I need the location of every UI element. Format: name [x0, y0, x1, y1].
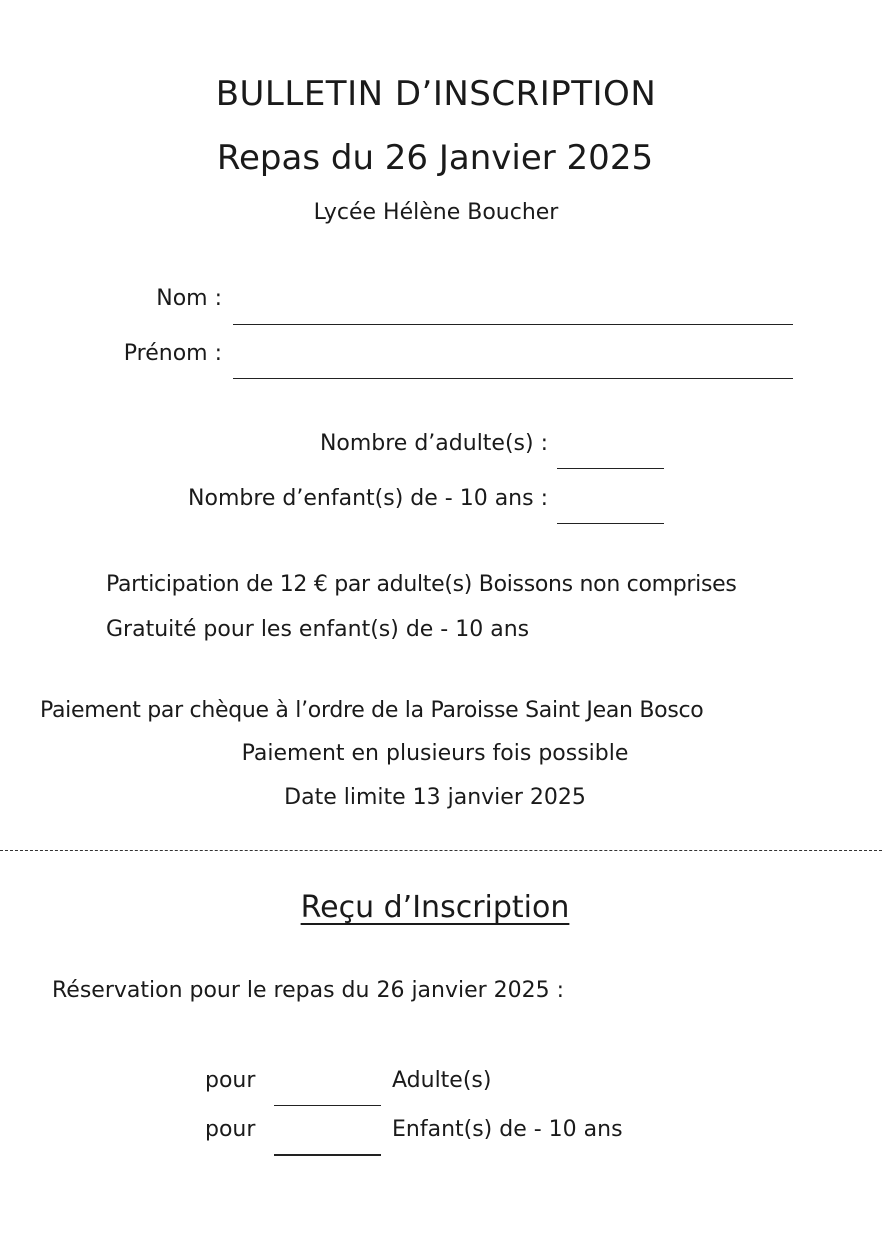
cut-line-divider: [0, 850, 882, 851]
enfants-label: Nombre d’enfant(s) de - 10 ans :: [188, 486, 548, 511]
payment-installments: Paiement en plusieurs fois possible: [241, 741, 629, 766]
prenom-label: Prénom :: [123, 341, 222, 366]
event-subtitle: Repas du 26 Janvier 2025: [216, 138, 654, 178]
pricing-children: Gratuité pour les enfant(s) de - 10 ans: [106, 617, 530, 642]
receipt-title-text: Reçu d’Inscription: [300, 890, 570, 925]
form-title: BULLETIN D’INSCRIPTION: [215, 74, 657, 114]
venue-name: Lycée Hélène Boucher: [313, 200, 559, 225]
receipt-row2-prefix: pour: [205, 1117, 256, 1142]
nom-field[interactable]: [233, 324, 793, 325]
receipt-reservation-text: Réservation pour le repas du 26 janvier 2025 :: [52, 978, 565, 1003]
receipt-title: [0, 890, 870, 925]
receipt-adultes-field[interactable]: [274, 1105, 381, 1106]
prenom-field[interactable]: [233, 378, 793, 379]
adultes-label: Nombre d’adulte(s) :: [319, 431, 548, 456]
adultes-field[interactable]: [557, 468, 664, 469]
nom-label: Nom :: [156, 286, 222, 311]
receipt-row2-suffix: Enfant(s) de - 10 ans: [392, 1117, 623, 1142]
receipt-enfants-field[interactable]: [274, 1154, 381, 1156]
receipt-row1-suffix: Adulte(s): [392, 1068, 492, 1093]
enfants-field[interactable]: [557, 523, 664, 524]
pricing-adult: Participation de 12 € par adulte(s) Boissons non comprises: [106, 572, 737, 597]
payment-deadline: Date limite 13 janvier 2025: [284, 785, 586, 810]
payment-method: Paiement par chèque à l’ordre de la Paroisse Saint Jean Bosco: [40, 698, 704, 723]
receipt-row1-prefix: pour: [205, 1068, 256, 1093]
